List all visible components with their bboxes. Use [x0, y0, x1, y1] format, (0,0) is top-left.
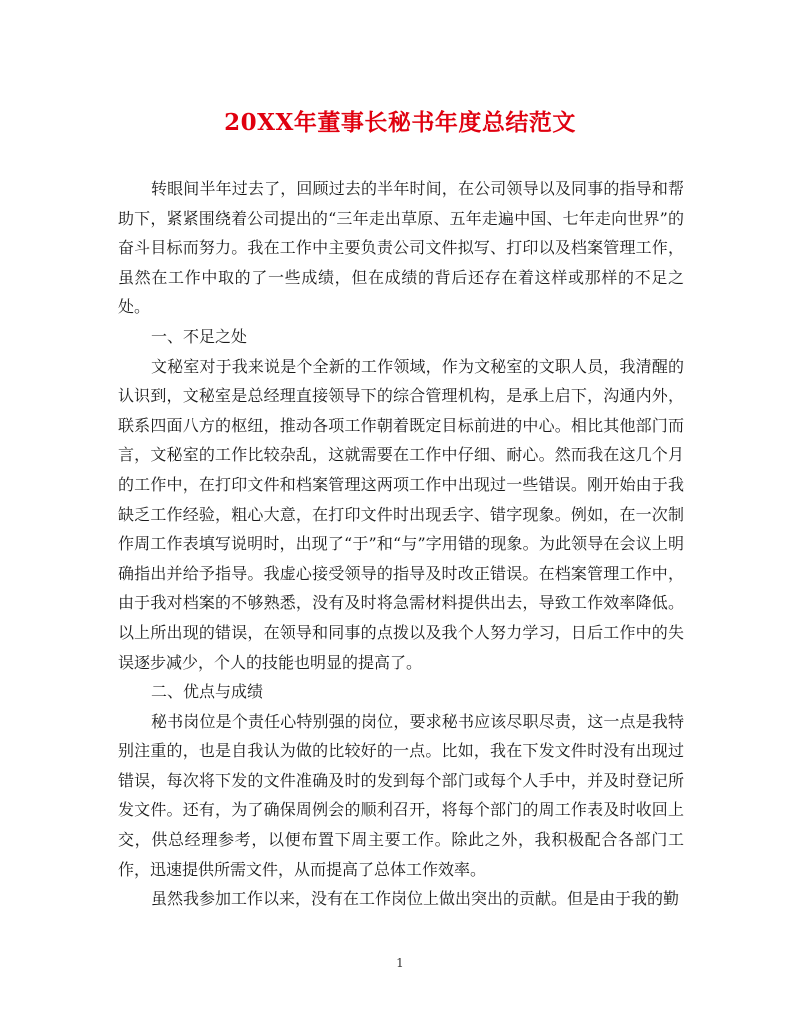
intro-paragraph: 转眼间半年过去了，回顾过去的半年时间，在公司领导以及同事的指导和帮助下，紧紧围绕着公司提出的“三年走出草原、五年走遍中国、七年走向世界”的奋斗目标而努力。我在工作中主要负责公司文件拟写、打印以及档案管理工作，虽然在工作中取的了一些成绩，但在成绩的背后还存在着这样或那样的不足之处。	[118, 179, 684, 317]
shortcomings-paragraph: 文秘室对于我来说是个全新的工作领域，作为文秘室的文职人员，我清醒的认识到，文秘室是总经理直接领导下的综合管理机构，是承上启下，沟通内外，联系四面八方的枢纽，推动各项工作朝着既定目标前进的中心。相比其他部门而言，文秘室的工作比较杂乱，这就需要在工作中仔细、耐心。然而我在这几个月的工作中，在打印文件和档案管理这两项工作中出现过一些错误。刚开始由于我缺乏工作经验，粗心大意，在打印文件时出现丢字、错字现象。例如，在一次制作周工作表填写说明时，出现了“于”和“与”字用错的现象。为此领导在会议上明确指出并给予指导。我虚心接受领导的指导及时改正错误。在档案管理工作中，由于我对档案的不够熟悉，没有及时将急需材料提供出去，导致工作效率降低。以上所出现的错误，在领导和同事的点拨以及我个人努力学习，日后工作中的失误逐步减少，个人的技能也明显的提高了。	[118, 356, 684, 672]
section-heading-shortcomings: 一、不足之处	[151, 326, 248, 346]
page-number: 1	[396, 956, 404, 970]
closing-paragraph: 虽然我参加工作以来，没有在工作岗位上做出突出的贡献。但是由于我的勤	[151, 889, 680, 909]
section-heading-achievements: 二、优点与成绩	[151, 682, 264, 702]
document-title: 20XX年董事长秘书年度总结范文	[224, 109, 576, 136]
achievements-paragraph: 秘书岗位是个责任心特别强的岗位，要求秘书应该尽职尽责，这一点是我特别注重的，也是自我认为做的比较好的一点。比如，我在下发文件时没有出现过错误，每次将下发的文件准确及时的发到每个部门或每个人手中，并及时登记所发文件。还有，为了确保周例会的顺利召开，将每个部门的周工作表及时收回上交，供总经理参考，以便布置下周主要工作。除此之外，我积极配合各部门工作，迅速提供所需文件，从而提高了总体工作效率。	[118, 711, 684, 879]
document-body	[118, 174, 684, 914]
